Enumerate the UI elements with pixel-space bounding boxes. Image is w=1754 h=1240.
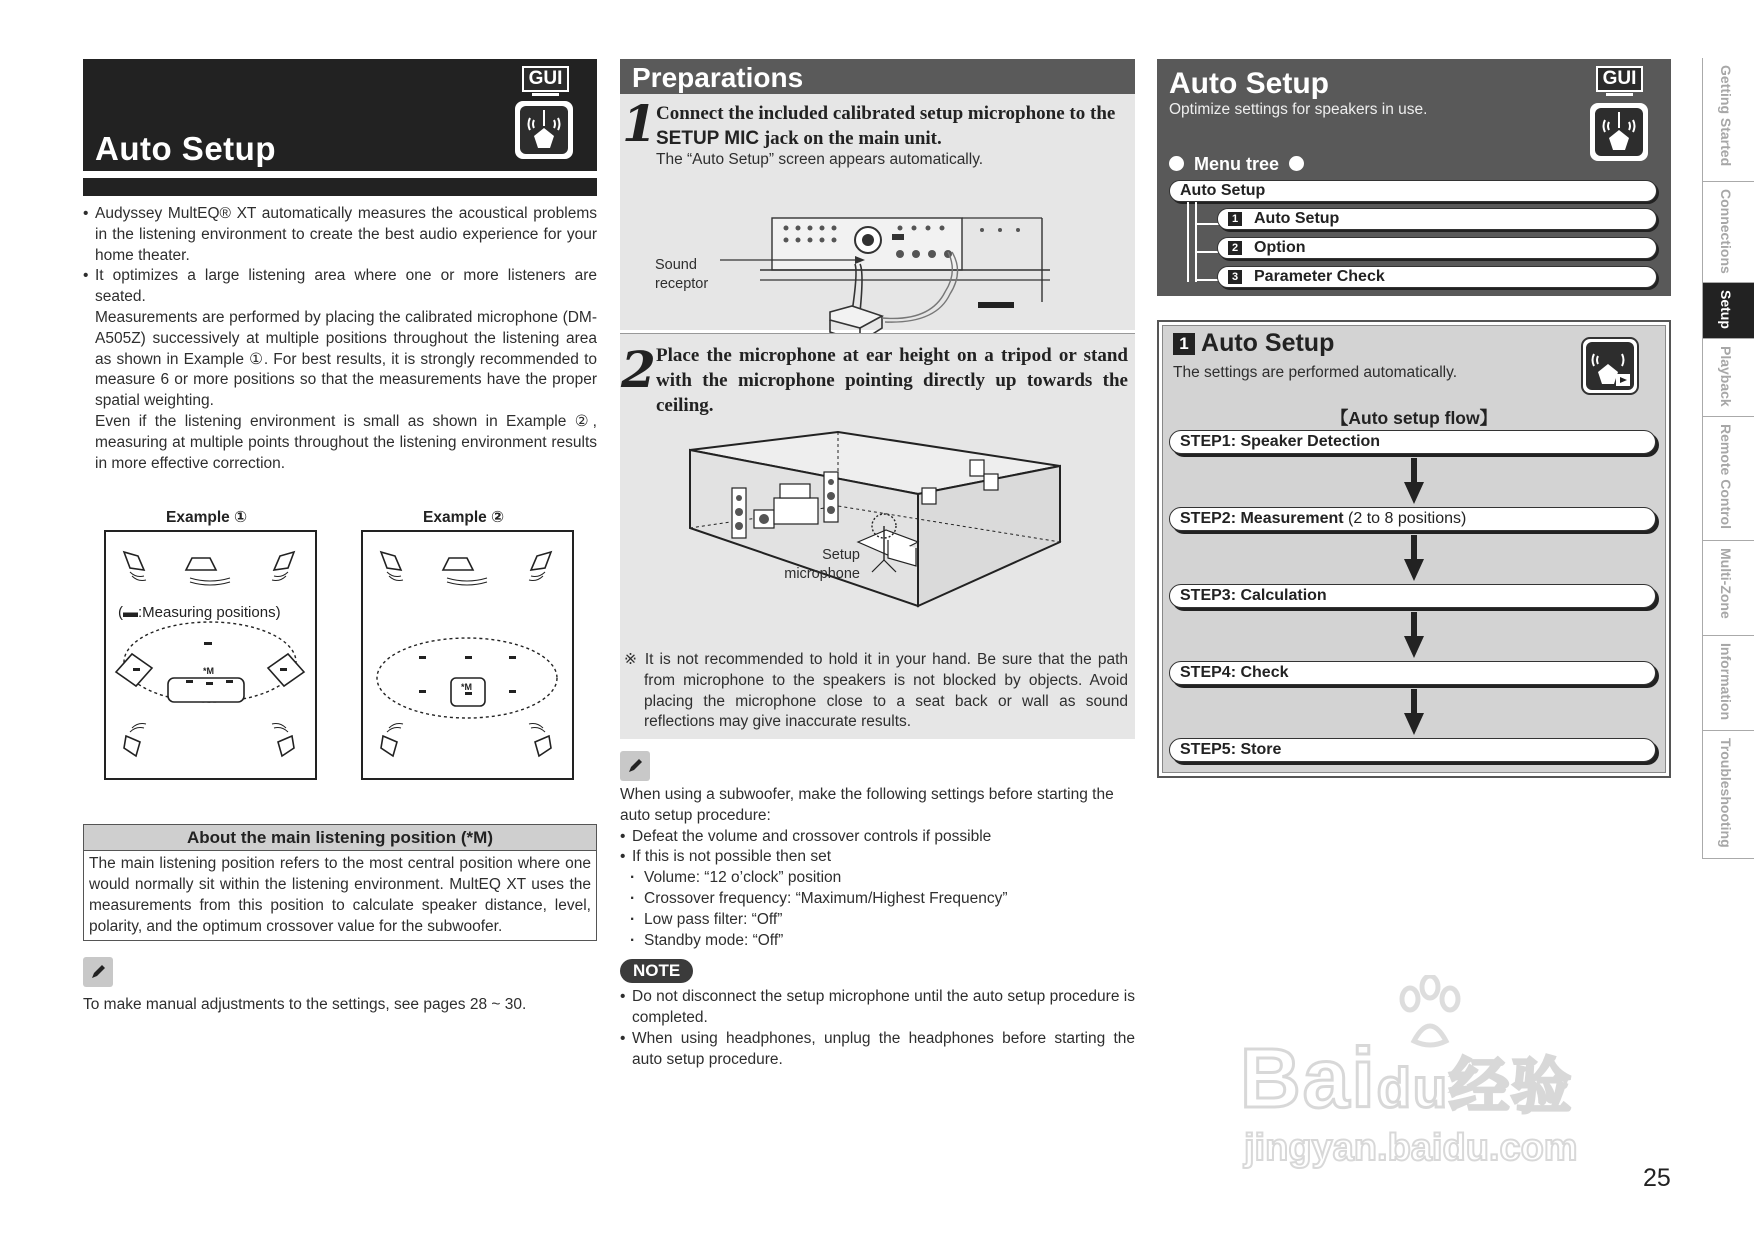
bullet-1: • Audyssey MultEQ® XT automatically measures the acoustical problems in the listening environment to create the best audio experience for your home theater.: [83, 204, 597, 266]
arrow-down-icon: [1404, 535, 1424, 581]
note-section: [620, 959, 1135, 1070]
room-illustration: [688, 430, 1068, 630]
menu-tree-label: Menu tree: [1169, 154, 1304, 175]
bullet-2: • It optimizes a large listening area where one or more listeners are seated.: [83, 266, 597, 308]
preparations-header: Preparations: [620, 59, 1135, 94]
note-badge: NOTE: [620, 959, 693, 983]
subwoofer-bullet-2: • If this is not possible then set: [620, 847, 1135, 868]
step5-pill: STEP5: Store: [1169, 738, 1656, 762]
chapter-tabs: [1702, 58, 1754, 859]
page-title: Auto Setup: [95, 130, 276, 167]
step2-text: Place the microphone at ear height on a tripod or stand with the microphone pointing directly up towards the ceiling.: [656, 345, 1128, 416]
tab-troubleshooting[interactable]: Troubleshooting: [1702, 731, 1754, 859]
para-1: Measurements are performed by placing the calibrated microphone (DM-A505Z) successively at multiple positions throughout the listening area as shown in Example ①. For best results, it is strongly recommended to measure 6 or more positions so that the measurements have the proper spatial weighting.: [95, 308, 597, 410]
step1-number: 1: [622, 94, 657, 153]
step2-pill: STEP2: Measurement (2 to 8 positions): [1169, 507, 1656, 531]
page-number: 25: [1643, 1164, 1671, 1192]
menu-item-option[interactable]: 2 Option: [1217, 237, 1657, 259]
flow-title: 【Auto setup flow】: [1330, 408, 1498, 428]
step1-text: Connect the included calibrated setup microphone to the SETUP MIC jack on the main unit.: [656, 103, 1116, 149]
gui-badge: GUI: [522, 66, 569, 92]
menu-root-auto-setup[interactable]: Auto Setup: [1169, 180, 1657, 202]
note-1: • Do not disconnect the setup microphone until the auto setup procedure is completed.: [620, 987, 1135, 1029]
step2-number: 2: [621, 340, 656, 399]
pencil-icon: [620, 751, 650, 781]
about-title: About the main listening position (*M): [84, 825, 596, 851]
step3-pill: STEP3: Calculation: [1169, 584, 1656, 608]
note-2: • When using headphones, unplug the headphones before starting the auto setup procedure.: [620, 1029, 1135, 1071]
pencil-icon: [83, 957, 113, 987]
example2-title: Example ②: [423, 509, 505, 527]
intro-text: [83, 204, 597, 474]
step2-panel: [620, 333, 1135, 739]
subwoofer-item: · Low pass filter: “Off”: [620, 910, 1135, 931]
title-stripe: [83, 171, 597, 178]
example1-diagram: [104, 530, 317, 780]
baidu-watermark: [1240, 975, 1660, 1175]
subwoofer-item: · Crossover frequency: “Maximum/Highest Frequency”: [620, 889, 1135, 910]
about-text: The main listening position refers to the most central position where one would normally sit within the listening environment. MultEQ XT uses the measurements from this position to calculate speaker distance, level, polarity, and the optimum crossover value for the subwoofer.: [89, 855, 591, 935]
step1-subtext: The “Auto Setup” screen appears automatically.: [656, 151, 984, 168]
auto-setup-play-icon: [1581, 337, 1639, 395]
subwoofer-bullet-1: • Defeat the volume and crossover controls if possible: [620, 827, 1135, 848]
note-list: [620, 987, 1135, 1070]
step4-pill: STEP4: Check: [1169, 661, 1656, 685]
right-column: [1157, 59, 1671, 778]
subwoofer-item: · Volume: “12 o’clock” position: [620, 868, 1135, 889]
main-position-label-1: *M: [203, 666, 214, 677]
arrow-down-icon: [1404, 612, 1424, 658]
flow-section-title: 1 Auto Setup: [1173, 329, 1334, 358]
tab-remote-control[interactable]: Remote Control: [1702, 417, 1754, 541]
subwoofer-item: · Standby mode: “Off”: [620, 931, 1135, 952]
step1-pill: STEP1: Speaker Detection: [1169, 430, 1656, 454]
setup-microphone-label: Setup microphone: [784, 547, 860, 582]
auto-setup-flow-panel: [1157, 320, 1671, 778]
tab-setup[interactable]: Setup: [1702, 283, 1754, 339]
gui-badge: GUI: [1596, 66, 1643, 92]
subwoofer-settings: [620, 785, 1135, 951]
flow-section-desc: The settings are performed automatically.: [1173, 364, 1458, 381]
tab-getting-started[interactable]: Getting Started: [1702, 58, 1754, 182]
arrow-down-icon: [1404, 689, 1424, 735]
caution-text: ※ It is not recommended to hold it in your hand. Be sure that the path from microphone to the speakers is not blocked by objects. Avoid placing the microphone close to a seat back or wall as sound reflections may give inaccurate results.: [624, 651, 1128, 731]
step1-panel: [620, 94, 1135, 330]
tab-playback[interactable]: Playback: [1702, 339, 1754, 417]
arrow-down-icon: [1404, 458, 1424, 504]
tab-information[interactable]: Information: [1702, 636, 1754, 731]
example2-diagram: [361, 530, 574, 780]
examples: [83, 508, 597, 808]
middle-column: [620, 59, 1135, 1071]
sound-receptor-label: Sound receptor: [655, 257, 709, 292]
section-title: Auto Setup: [1169, 67, 1329, 100]
section-subtitle: Optimize settings for speakers in use.: [1169, 101, 1428, 118]
speaker-setup-icon: [1590, 103, 1648, 161]
watermark-brand: Baidu经验: [1240, 1031, 1574, 1125]
tab-connections[interactable]: Connections: [1702, 182, 1754, 283]
about-box: [83, 824, 597, 940]
manual-note: To make manual adjustments to the settings, see pages 28 ~ 30.: [83, 995, 527, 1013]
example1-title: Example ①: [166, 509, 248, 527]
menu-panel: [1157, 59, 1671, 296]
measuring-legend: (▬:Measuring positions): [118, 604, 281, 622]
tab-multi-zone[interactable]: Multi-Zone: [1702, 541, 1754, 636]
subwoofer-intro: When using a subwoofer, make the following settings before starting the auto setup procedure:: [620, 786, 1114, 824]
main-position-label-2: *M: [461, 682, 472, 693]
left-column: [83, 59, 597, 1015]
menu-item-auto-setup[interactable]: 1 Auto Setup: [1217, 208, 1657, 230]
para-2: Even if the listening environment is small as shown in Example ②, measuring at multiple points throughout the listening environment results in more effective correction.: [95, 412, 597, 472]
speaker-setup-icon: [515, 101, 573, 159]
title-block: [83, 59, 597, 196]
menu-item-parameter-check[interactable]: 3 Parameter Check: [1217, 266, 1657, 288]
watermark-url: jingyan.baidu.com: [1244, 1127, 1578, 1169]
